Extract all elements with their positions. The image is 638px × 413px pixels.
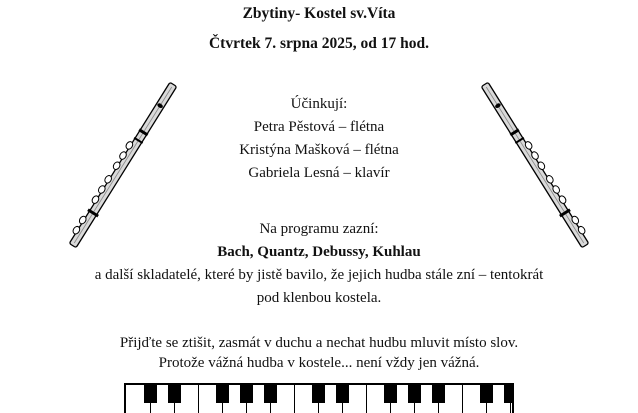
black-key [336,385,349,403]
performer-item: Gabriela Lesná – klavír [248,165,390,181]
black-key [264,385,277,403]
performer-item: Kristýna Mašková – flétna [239,142,399,158]
white-key-divider [294,385,295,413]
program-composers: Bach, Quantz, Debussy, Kuhlau [217,244,421,260]
black-key [168,385,181,403]
performers-heading: Účinkují: [290,96,348,112]
black-key [384,385,397,403]
black-key [240,385,253,403]
black-key [480,385,493,403]
program-note-line: pod klenbou kostela. [256,290,382,306]
event-datetime: Čtvrtek 7. srpna 2025, od 17 hod. [208,35,430,52]
black-key [432,385,445,403]
invitation-line: Protože vážná hudba v kostele... není vždy jen vážná. [158,355,480,371]
flute-icon [58,70,188,260]
black-key [408,385,421,403]
flute-icon [470,70,600,260]
black-key [312,385,325,403]
black-key [216,385,229,403]
black-key [504,385,515,403]
invitation-line: Přijďte se ztišit, zasmát v duchu a nechat hudbu mluvit místo slov. [119,335,519,351]
venue-title: Zbytiny- Kostel sv.Víta [242,5,396,22]
program-heading: Na programu zazní: [259,221,379,237]
program-note-line: a další skladatelé, které by jistě bavilo, že jejich hudba stále zní – tentokrát [94,267,544,283]
black-key [144,385,157,403]
white-key-divider [366,385,367,413]
piano-keys-icon [124,383,514,413]
white-key-divider [198,385,199,413]
white-key-divider [462,385,463,413]
performer-item: Petra Pěstová – flétna [253,119,385,135]
